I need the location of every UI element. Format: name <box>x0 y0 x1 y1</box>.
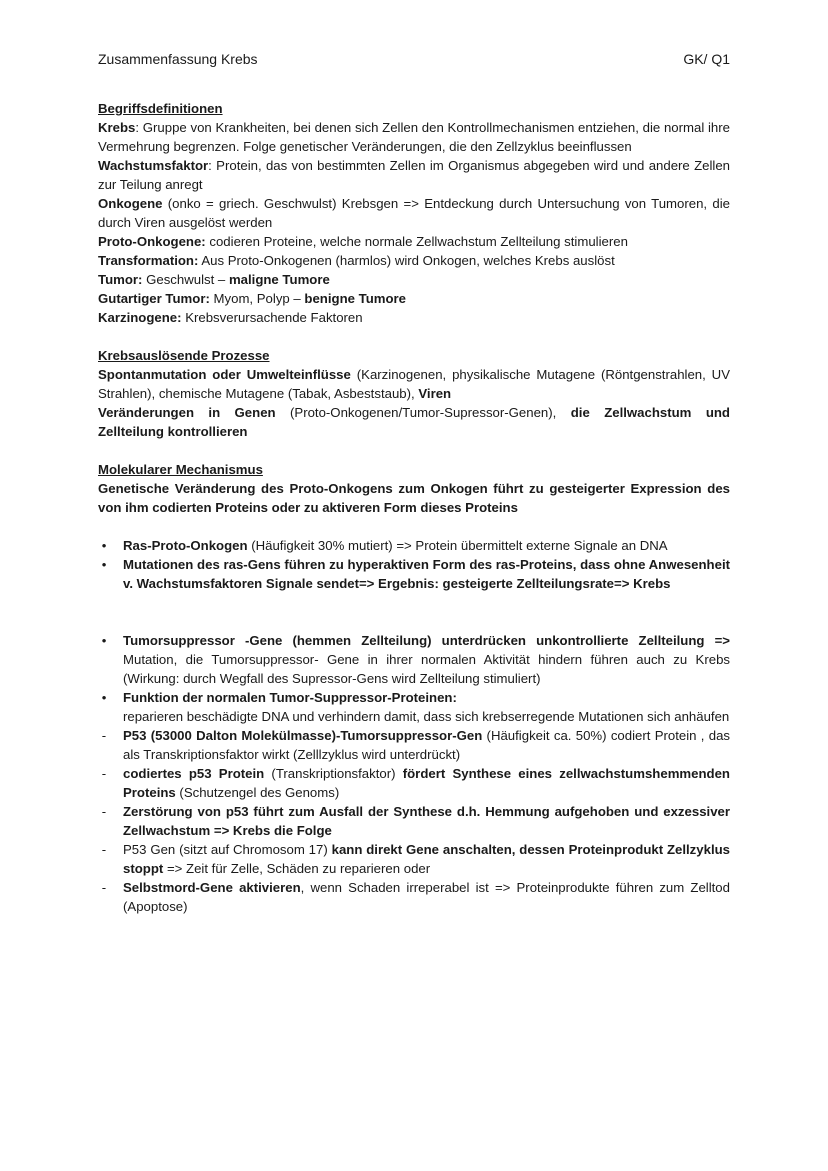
dash-emphasis: codiertes p53 Protein <box>123 766 265 781</box>
definition-text: (onko = griech. Geschwulst) Krebsgen => Entdeckung durch Untersuchung von Tumoren, die durch Viren ausgelöst werden <box>98 196 730 230</box>
document-body <box>98 99 730 916</box>
course-label: GK/ Q1 <box>683 51 730 67</box>
process-paragraph <box>98 365 730 403</box>
dash-text: P53 Gen (sitzt auf Chromosom 17) <box>123 842 332 857</box>
definition-text: Protein, das von bestimmten Zellen im Organismus abgegeben wird und andere Zellen zur Teilung anregt <box>98 158 731 192</box>
bullet-item <box>98 631 730 688</box>
definition-item <box>98 308 730 327</box>
section-title-definitions: Begriffsdefinitionen <box>98 101 223 116</box>
dash-text: (Transkriptionsfaktor) <box>264 766 403 781</box>
suppressor-bullet-list <box>98 631 730 726</box>
definition-text: Geschwulst – <box>146 272 229 287</box>
mechanism-intro: Genetische Veränderung des Proto-Onkogens zum Onkogen führt zu gesteigerter Expression des von ihm codierten Proteins oder zu aktiveren Form dieses Proteins <box>98 481 730 515</box>
definition-item <box>98 194 730 232</box>
definition-separator: : <box>135 120 143 135</box>
process-emphasis: Spontanmutation oder Umwelteinflüsse <box>98 367 351 382</box>
definition-text: Myom, Polyp – <box>213 291 305 306</box>
dash-text: => Zeit für Zelle, Schäden zu reparieren oder <box>163 861 431 876</box>
dash-text: (Schutzengel des Genoms) <box>175 785 340 800</box>
definition-item <box>98 270 730 289</box>
bullet-marker-icon: • <box>101 633 107 648</box>
dash-emphasis: Zerstörung von p53 führt zum Ausfall der Synthese d.h. Hemmung aufgehoben und exzessiver Zellwachstum => Krebs die Folge <box>123 804 730 838</box>
bullet-emphasis: Funktion der normalen Tumor-Suppressor-Proteinen: <box>123 690 457 705</box>
dash-marker-icon: - <box>101 728 107 743</box>
definition-term: Transformation: <box>98 253 199 268</box>
document-title: Zusammenfassung Krebs <box>98 51 258 67</box>
bullet-item <box>98 688 730 726</box>
definition-emphasis: benigne Tumore <box>304 291 407 306</box>
definition-term: Onkogene <box>98 196 163 211</box>
definition-term: Karzinogene: <box>98 310 182 325</box>
definition-text: codieren Proteine, welche normale Zellwachstum Zellteilung stimulieren <box>209 234 628 249</box>
dash-emphasis: Selbstmord-Gene aktivieren <box>123 880 301 895</box>
dash-marker-icon: - <box>101 804 107 819</box>
bullet-text: (Häufigkeit 30% mutiert) => Protein übermittelt externe Signale an DNA <box>247 538 668 553</box>
dash-item <box>98 840 730 878</box>
bullet-item <box>98 555 730 593</box>
definition-item <box>98 289 730 308</box>
dash-text: (Häufigkeit ca. 50%) codiert Protein , das als Transkriptionsfaktor wirkt (Zelllzyklus wird unterdrückt) <box>123 728 730 762</box>
definition-item <box>98 156 730 194</box>
dash-emphasis: fördert Synthese eines zellwachstumshemmenden Proteins <box>123 766 730 800</box>
section-title-processes: Krebsauslösende Prozesse <box>98 348 270 363</box>
definition-item <box>98 251 730 270</box>
definition-separator: : <box>208 158 217 173</box>
dash-text: , wenn Schaden irreperabel ist => Proteinprodukte führen zum Zelltod (Apoptose) <box>123 880 730 914</box>
dash-emphasis: kann direkt Gene anschalten, dessen Proteinprodukt Zellzyklus stoppt <box>123 842 730 876</box>
bullet-emphasis: Mutationen des ras-Gens führen zu hyperaktiven Form des ras-Proteins, dass ohne Anwesenheit v. Wachstumsfaktoren Signale sendet=> Ergebnis: gesteigerte Zellteilungsrate=> Krebs <box>123 557 730 591</box>
dash-item <box>98 764 730 802</box>
bullet-marker-icon: • <box>101 690 107 705</box>
definitions-list <box>98 118 730 327</box>
spacer <box>98 593 730 612</box>
definition-text: Gruppe von Krankheiten, bei denen sich Zellen den Kontrollmechanismen entziehen, die normal ihre Vermehrung begrenzen. Folge genetischer Veränderungen, die den Zellzyklus beeinflussen <box>98 120 730 154</box>
page-header <box>98 51 730 67</box>
spacer <box>98 441 730 460</box>
definition-item <box>98 232 730 251</box>
process-text: (Proto-Onkogenen/Tumor-Supressor-Genen), <box>275 405 571 420</box>
bullet-emphasis: Tumorsuppressor -Gene (hemmen Zellteilung) unterdrücken unkontrollierte Zellteilung => <box>123 633 730 648</box>
process-paragraph <box>98 403 730 441</box>
bullet-emphasis: Ras-Proto-Onkogen <box>123 538 248 553</box>
definition-term: Tumor: <box>98 272 143 287</box>
p53-dash-list <box>98 726 730 916</box>
definition-term: Krebs <box>98 120 136 135</box>
section-title-mechanism: Molekularer Mechanismus <box>98 462 263 477</box>
process-text: (Karzinogenen, physikalische Mutagene (Röntgenstrahlen, UV Strahlen), chemische Mutagene (Tabak, Asbeststaub), <box>98 367 731 401</box>
definition-text: Krebsverursachende Faktoren <box>185 310 363 325</box>
spacer <box>98 517 730 536</box>
bullet-item <box>98 536 730 555</box>
bullet-text: Mutation, die Tumorsuppressor- Gene in ihrer normalen Aktivität hindern führen auch zu Krebs (Wirkung: durch Wegfall des Supressor-Gens wird Zellteilung stimuliert) <box>123 652 730 686</box>
definition-item <box>98 118 730 156</box>
dash-item <box>98 878 730 916</box>
definition-text: Aus Proto-Onkogenen (harmlos) wird Onkogen, welches Krebs auslöst <box>201 253 615 268</box>
definition-term: Gutartiger Tumor: <box>98 291 210 306</box>
oncogene-bullet-list <box>98 536 730 593</box>
dash-marker-icon: - <box>101 880 107 895</box>
dash-emphasis: P53 (53000 Dalton Molekülmasse)-Tumorsuppressor-Gen <box>123 728 483 743</box>
process-emphasis: Viren <box>418 386 452 401</box>
dash-marker-icon: - <box>101 766 107 781</box>
spacer <box>98 327 730 346</box>
bullet-marker-icon: • <box>101 557 107 572</box>
process-emphasis: die Zellwachstum und Zellteilung kontrollieren <box>98 405 730 439</box>
definition-term: Wachstumsfaktor <box>98 158 209 173</box>
dash-item <box>98 802 730 840</box>
dash-marker-icon: - <box>101 842 107 857</box>
bullet-text: reparieren beschädigte DNA und verhindern damit, dass sich krebserregende Mutationen sich anhäufen <box>123 709 730 724</box>
spacer <box>98 612 730 631</box>
process-emphasis: Veränderungen in Genen <box>98 405 276 420</box>
definition-term: Proto-Onkogene: <box>98 234 206 249</box>
dash-item <box>98 726 730 764</box>
bullet-marker-icon: • <box>101 538 107 553</box>
definition-emphasis: maligne Tumore <box>228 272 330 287</box>
